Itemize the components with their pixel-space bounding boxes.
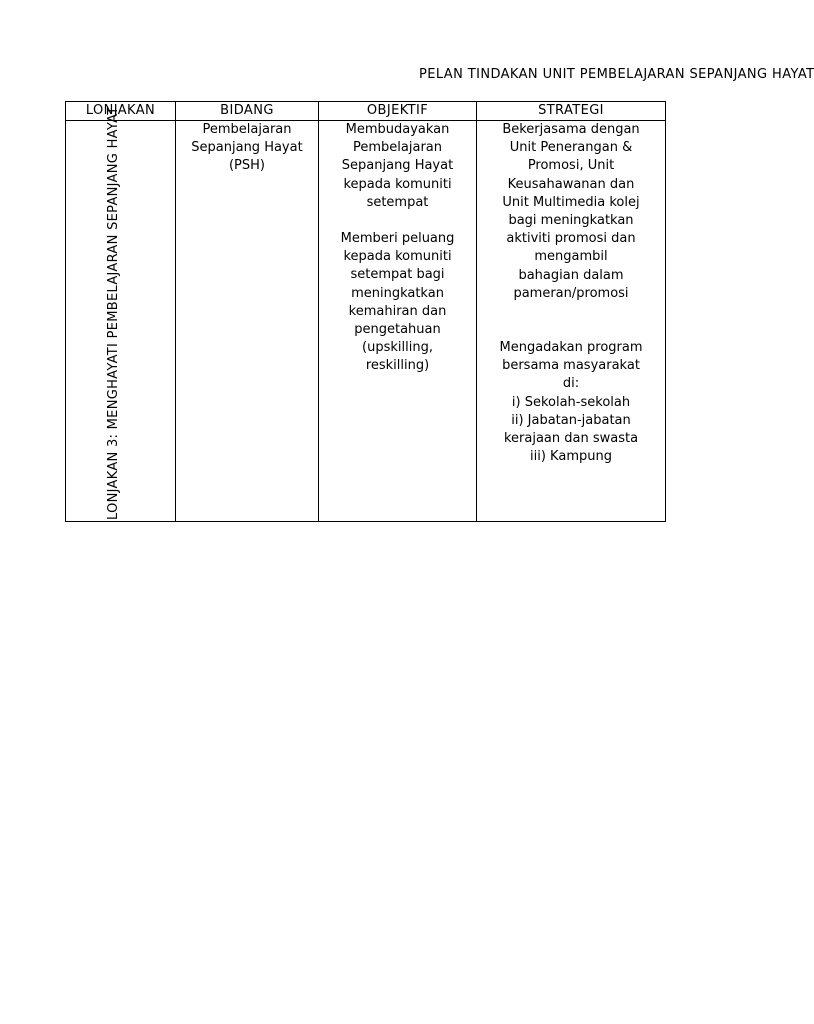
bidang-line: Pembelajaran — [202, 122, 292, 137]
table-header-row — [66, 102, 666, 121]
strategi-line: Unit Multimedia kolej — [502, 194, 640, 210]
objektif-line: kemahiran dan — [348, 303, 447, 319]
lonjakan-cell — [66, 106, 176, 522]
strategi-line: Promosi, Unit — [527, 158, 615, 174]
objektif-line: setempat — [366, 194, 429, 210]
objektif-cell — [319, 121, 477, 522]
strategi-line: mengambil — [534, 249, 608, 265]
objektif-line: kepada komuniti — [343, 176, 452, 192]
strategi-line: Keusahawanan dan — [507, 176, 635, 192]
strategi-line: bagi meningkatkan — [508, 213, 634, 229]
strategi-line: iii) Kampung — [530, 449, 612, 465]
strategi-line: pameran/promosi — [513, 285, 629, 301]
strategi-line: Unit Penerangan & — [509, 140, 633, 156]
action-plan-table — [65, 101, 666, 522]
page-title: PELAN TINDAKAN UNIT PEMBELAJARAN SEPANJANG HAYAT — [419, 67, 814, 82]
objektif-line: pengetahuan — [354, 322, 441, 338]
strategi-line: bersama masyarakat — [502, 358, 640, 374]
objektif-line: Memberi peluang — [340, 231, 455, 247]
header-lonjakan: LONJAKAN — [66, 102, 176, 121]
strategi-line: kerajaan dan swasta — [503, 431, 639, 447]
strategi-cell — [477, 121, 666, 522]
strategi-line: Mengadakan program — [499, 340, 643, 356]
strategi-line: ii) Jabatan-jabatan — [511, 412, 631, 428]
table-row — [66, 121, 666, 522]
strategi-line: di: — [562, 376, 580, 392]
header-objektif: OBJEKTIF — [319, 102, 477, 121]
lonjakan-text: LONJAKAN 3: MENGHAYATI PEMBELAJARAN SEPANJANG HAYAT — [106, 106, 121, 520]
header-strategi: STRATEGI — [477, 102, 666, 121]
strategi-line: aktiviti promosi dan — [506, 231, 636, 247]
strategi-line: Bekerjasama dengan — [502, 122, 640, 137]
objektif-line: Pembelajaran — [353, 140, 442, 156]
objektif-line: Sepanjang Hayat — [341, 158, 454, 174]
bidang-line: Sepanjang Hayat — [191, 140, 303, 156]
bidang-cell — [176, 121, 319, 522]
objektif-line: Membudayakan — [345, 122, 450, 137]
objektif-line: (upskilling, — [362, 340, 433, 356]
strategi-line: bahagian dalam — [518, 267, 624, 283]
bidang-line: (PSH) — [228, 158, 265, 174]
objektif-line: setempat bagi — [350, 267, 445, 283]
objektif-line: reskilling) — [365, 358, 430, 374]
objektif-line: kepada komuniti — [343, 249, 452, 265]
objektif-line: meningkatkan — [351, 285, 444, 301]
strategi-line: i) Sekolah-sekolah — [511, 394, 631, 410]
header-bidang: BIDANG — [176, 102, 319, 121]
